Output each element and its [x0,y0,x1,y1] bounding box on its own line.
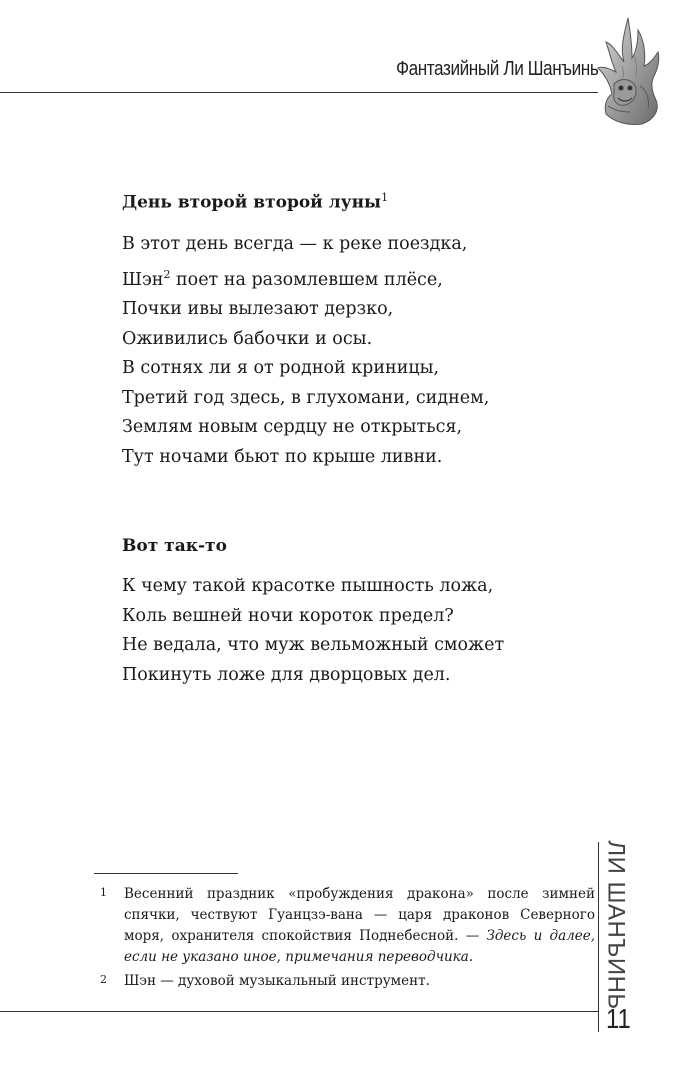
poem-line: К чему такой красотке пышность ложа, [122,576,494,596]
side-rule [598,842,599,1032]
poem-line: В сотнях ли я от родной криницы, [122,358,440,379]
footnote-marker: 1 [381,191,389,204]
poem-line: Шэн$^2$ поет на разомлевшем плёсе, [122,267,443,290]
footnote-text: Весенний праздник «пробуждения дракона» после зимней спячки, чествуют Гуанцзэ-вана — царя драконов Северного моря, охранителя спокойствия Поднебесной. — Здесь и далее, если не указано иное, примечания переводчика. [124,886,595,965]
footnote-rule [94,873,238,874]
poem-line: Землям новым сердцу не открыться, [122,417,463,438]
poem-line: Оживились бабочки и осы. [122,328,373,349]
side-author: ЛИ ШАНЪИНЬ [603,839,630,1010]
poem-title: День второй второй луны$^1$ [122,191,389,213]
dragon-statue-icon [594,14,664,132]
poem-title: Вот так-то [122,536,227,556]
footnote-number: 1 [100,886,107,899]
footnote-marker: 2 [163,267,171,281]
poem-line: Тут ночами бьют по крыше ливни. [122,446,443,467]
poem-stanza [122,230,489,473]
footnote [100,884,595,968]
footnote-text: Шэн — духовой музыкальный инструмент. [124,973,430,989]
page-number: 11 [606,1003,631,1034]
poem-line: Почки ивы вылезают дерзко, [122,299,394,320]
poem-line: Третий год здесь, в глухомани, сиднем, [122,387,490,408]
poem-line: Не ведала, что муж вельможный сможет [122,635,505,656]
poem-stanza [122,572,504,690]
footnote-italic: Здесь и далее, если не указано иное, примечания переводчика. [124,928,595,965]
bottom-rule [0,1011,598,1012]
poem-line: Коль вешней ночи короток предел? [122,605,454,626]
poem-line: Покинуть ложе для дворцовых дел. [122,664,451,685]
running-header: Фантазийный Ли Шанъинь [395,58,598,80]
poem-line: В этот день всегда — к реке поездка, [122,234,468,254]
footnote-number: 2 [100,973,107,986]
header-rule [0,92,598,93]
footnote [100,971,595,992]
